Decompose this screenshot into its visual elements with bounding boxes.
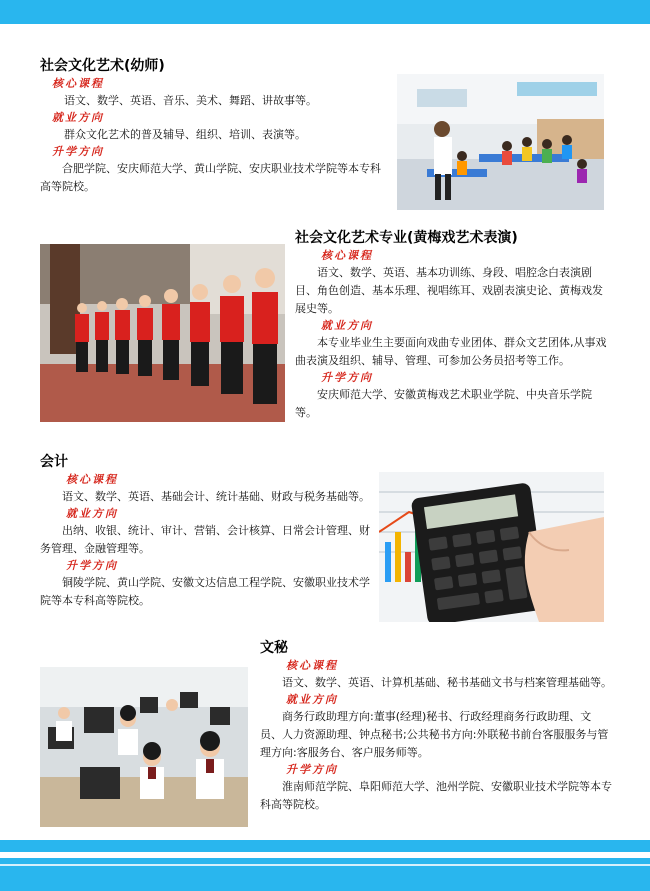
further-study-label: 升学方向 <box>66 559 118 572</box>
section-accounting <box>40 452 378 610</box>
employment-label: 就业方向 <box>52 111 104 124</box>
bottom-blue-band-thin <box>0 840 650 852</box>
calculator-photo <box>379 472 604 622</box>
section-title: 会计 <box>40 454 68 470</box>
further-study-text: 合肥学院、安庆师范大学、黄山学院、安庆职业技术学院等本专科高等院校。 <box>40 162 381 193</box>
top-blue-band <box>0 0 650 24</box>
employment-text: 本专业毕业生主要面向戏曲专业团体、群众文艺团体,从事戏曲表演及组织、辅导、管理、可参加公务员招考等工作。 <box>295 336 607 367</box>
further-study-text: 铜陵学院、黄山学院、安徽文达信息工程学院、安徽职业技术学院等本专科高等院校。 <box>40 576 370 607</box>
further-study-label: 升学方向 <box>286 763 338 776</box>
core-courses-text: 语文、数学、英语、基本功训练、身段、唱腔念白表演剧目、角色创造、基本乐理、视唱练耳、戏剧表演史论、黄梅戏发展史等。 <box>295 266 603 315</box>
huangmei-opera-dance-photo <box>40 244 285 422</box>
section-title: 社会文化艺术(幼师) <box>40 58 165 74</box>
further-study-label: 升学方向 <box>321 371 373 384</box>
core-courses-label: 核心课程 <box>286 659 338 672</box>
core-courses-label: 核心课程 <box>66 473 118 486</box>
employment-label: 就业方向 <box>321 319 373 332</box>
bottom-blue-band <box>0 858 650 891</box>
computer-lab-photo <box>40 667 248 827</box>
core-courses-text: 语文、数学、英语、音乐、美术、舞蹈、讲故事等。 <box>64 94 317 107</box>
section-secretarial <box>260 638 612 814</box>
kindergarten-class-photo <box>397 74 604 210</box>
core-courses-label: 核心课程 <box>52 77 104 90</box>
further-study-text: 安庆师范大学、安徽黄梅戏艺术职业学院、中央音乐学院等。 <box>295 388 592 419</box>
employment-label: 就业方向 <box>286 693 338 706</box>
core-courses-text: 语文、数学、英语、基础会计、统计基础、财政与税务基础等。 <box>62 490 370 503</box>
employment-text: 商务行政助理方向:董事(经理)秘书、行政经理商务行政助理、文员、人力资源助理、钟点秘书;公共秘书方向:外联秘书前台客服服务与管理方向:客服务台、客户服务师等。 <box>260 710 609 759</box>
further-study-text: 淮南师范学院、阜阳师范大学、池州学院、安徽职业技术学院等本专科高等院校。 <box>260 780 612 811</box>
core-courses-text: 语文、数学、英语、计算机基础、秘书基础文书与档案管理基础等。 <box>282 676 612 689</box>
section-huangmei-opera <box>295 228 613 422</box>
section-title: 文秘 <box>260 640 288 656</box>
further-study-label: 升学方向 <box>52 145 104 158</box>
employment-text: 群众文化艺术的普及辅导、组织、培训、表演等。 <box>64 128 306 141</box>
employment-text: 出纳、收银、统计、审计、营销、会计核算、日常会计管理、财务管理、金融管理等。 <box>40 524 370 555</box>
section-preschool <box>40 56 385 196</box>
core-courses-label: 核心课程 <box>321 249 373 262</box>
section-title: 社会文化艺术专业(黄梅戏艺术表演) <box>295 230 518 246</box>
employment-label: 就业方向 <box>66 507 118 520</box>
